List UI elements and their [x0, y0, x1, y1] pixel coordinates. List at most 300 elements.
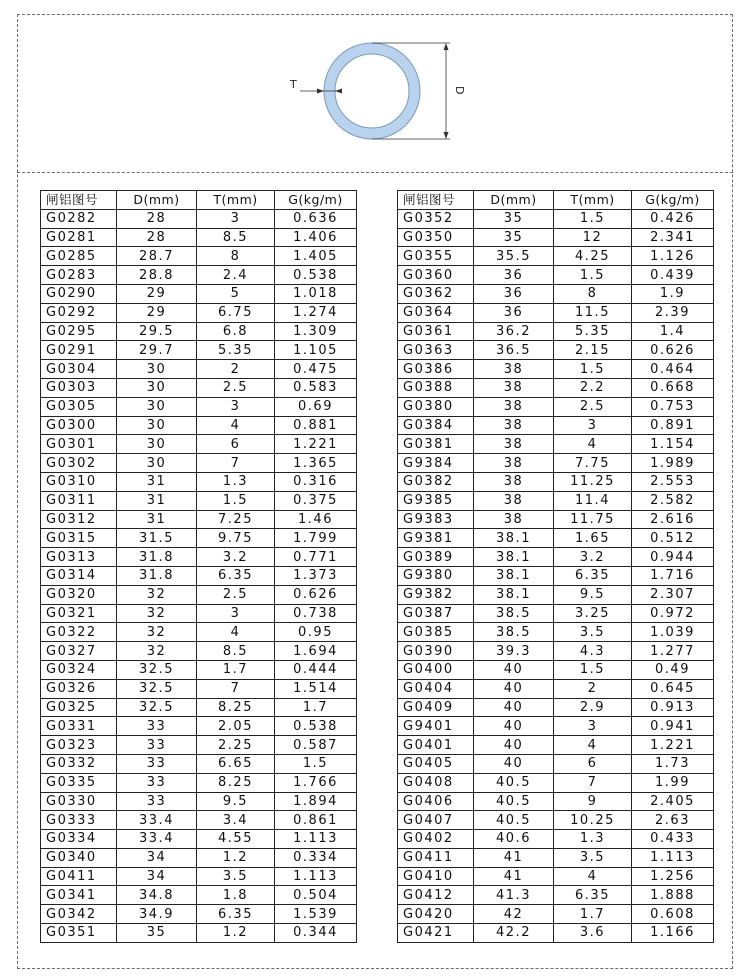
- table-header-row: [398, 191, 714, 210]
- cell-part-number: G0320: [41, 585, 117, 604]
- cell-wall-thickness: 1.3: [197, 472, 275, 491]
- cell-outer-diameter: 33: [117, 717, 197, 736]
- cell-part-number: G9381: [398, 529, 474, 548]
- cell-weight: 0.49: [632, 660, 714, 679]
- cell-part-number: G0322: [41, 623, 117, 642]
- table-row: [41, 924, 357, 943]
- cell-weight: 2.582: [632, 491, 714, 510]
- spec-table-left-body: [41, 209, 357, 942]
- table-row: [41, 247, 357, 266]
- cell-part-number: G0310: [41, 472, 117, 491]
- cell-weight: 0.587: [275, 736, 357, 755]
- cell-wall-thickness: 1.5: [554, 209, 632, 228]
- cell-part-number: G0420: [398, 905, 474, 924]
- cell-part-number: G0411: [41, 867, 117, 886]
- t-label: T: [290, 78, 297, 91]
- cell-outer-diameter: 28: [117, 209, 197, 228]
- header-part-number: 闸铝图号: [41, 191, 117, 210]
- cell-weight: 1.4: [632, 322, 714, 341]
- cell-part-number: G0282: [41, 209, 117, 228]
- cell-weight: 0.439: [632, 266, 714, 285]
- cell-outer-diameter: 38.1: [474, 548, 554, 567]
- table-row: [41, 303, 357, 322]
- spec-table-right-body: [398, 209, 714, 942]
- cell-part-number: G0412: [398, 886, 474, 905]
- cell-weight: 0.972: [632, 604, 714, 623]
- cell-wall-thickness: 9.75: [197, 529, 275, 548]
- cell-outer-diameter: 31.8: [117, 548, 197, 567]
- cell-part-number: G0401: [398, 736, 474, 755]
- cell-part-number: G0291: [41, 341, 117, 360]
- cell-outer-diameter: 30: [117, 397, 197, 416]
- cell-part-number: G0402: [398, 830, 474, 849]
- cell-wall-thickness: 2.4: [197, 266, 275, 285]
- table-row: [398, 397, 714, 416]
- cell-outer-diameter: 38: [474, 416, 554, 435]
- table-row: [41, 491, 357, 510]
- cell-wall-thickness: 1.5: [554, 266, 632, 285]
- cell-part-number: G0360: [398, 266, 474, 285]
- table-row: [41, 717, 357, 736]
- cell-outer-diameter: 40: [474, 717, 554, 736]
- cell-weight: 1.46: [275, 510, 357, 529]
- cell-outer-diameter: 40.6: [474, 830, 554, 849]
- cell-weight: 0.944: [632, 548, 714, 567]
- table-row: [398, 378, 714, 397]
- cell-outer-diameter: 35: [474, 209, 554, 228]
- table-row: [41, 209, 357, 228]
- cell-outer-diameter: 32: [117, 623, 197, 642]
- table-row: [398, 454, 714, 473]
- cell-weight: 2.341: [632, 228, 714, 247]
- table-row: [41, 848, 357, 867]
- cell-outer-diameter: 35: [117, 924, 197, 943]
- d-arrow-top: [444, 43, 449, 50]
- cell-wall-thickness: 2.5: [554, 397, 632, 416]
- cell-outer-diameter: 38: [474, 378, 554, 397]
- cell-weight: 1.274: [275, 303, 357, 322]
- cell-wall-thickness: 2.15: [554, 341, 632, 360]
- table-row: [41, 679, 357, 698]
- cell-outer-diameter: 35.5: [474, 247, 554, 266]
- cell-weight: 1.309: [275, 322, 357, 341]
- cell-outer-diameter: 29.5: [117, 322, 197, 341]
- cell-wall-thickness: 8.25: [197, 773, 275, 792]
- cell-weight: 0.433: [632, 830, 714, 849]
- cell-wall-thickness: 9.5: [197, 792, 275, 811]
- cell-outer-diameter: 33: [117, 773, 197, 792]
- cell-part-number: G0390: [398, 642, 474, 661]
- table-row: [41, 660, 357, 679]
- table-row: [41, 397, 357, 416]
- cell-weight: 0.913: [632, 698, 714, 717]
- cell-wall-thickness: 7.75: [554, 454, 632, 473]
- cell-part-number: G0332: [41, 754, 117, 773]
- cell-wall-thickness: 11.4: [554, 491, 632, 510]
- table-row: [41, 228, 357, 247]
- cell-weight: 0.645: [632, 679, 714, 698]
- table-row: [398, 623, 714, 642]
- cell-wall-thickness: 11.25: [554, 472, 632, 491]
- cell-weight: 0.608: [632, 905, 714, 924]
- cell-outer-diameter: 32.5: [117, 660, 197, 679]
- cell-outer-diameter: 30: [117, 454, 197, 473]
- table-row: [398, 491, 714, 510]
- cell-wall-thickness: 6: [197, 435, 275, 454]
- cell-wall-thickness: 3.5: [554, 623, 632, 642]
- cell-weight: 0.583: [275, 378, 357, 397]
- cell-outer-diameter: 31: [117, 472, 197, 491]
- cell-part-number: G0342: [41, 905, 117, 924]
- cell-weight: 1.766: [275, 773, 357, 792]
- cell-wall-thickness: 4.3: [554, 642, 632, 661]
- cell-outer-diameter: 34: [117, 848, 197, 867]
- header-part-number: 闸铝图号: [398, 191, 474, 210]
- cell-wall-thickness: 2.9: [554, 698, 632, 717]
- cell-wall-thickness: 6.35: [197, 905, 275, 924]
- cell-wall-thickness: 8.5: [197, 642, 275, 661]
- cell-weight: 0.344: [275, 924, 357, 943]
- cell-part-number: G0421: [398, 924, 474, 943]
- cell-part-number: G0404: [398, 679, 474, 698]
- cell-wall-thickness: 4.25: [554, 247, 632, 266]
- cell-wall-thickness: 3.4: [197, 811, 275, 830]
- cell-weight: 1.039: [632, 623, 714, 642]
- cell-outer-diameter: 40.5: [474, 792, 554, 811]
- table-row: [41, 698, 357, 717]
- cell-part-number: G9382: [398, 585, 474, 604]
- cell-weight: 1.9: [632, 284, 714, 303]
- table-row: [398, 848, 714, 867]
- cell-weight: 1.113: [275, 867, 357, 886]
- cell-wall-thickness: 6.8: [197, 322, 275, 341]
- cell-part-number: G0340: [41, 848, 117, 867]
- cell-part-number: G0290: [41, 284, 117, 303]
- table-row: [41, 830, 357, 849]
- cell-part-number: G0334: [41, 830, 117, 849]
- cell-outer-diameter: 33.4: [117, 811, 197, 830]
- cell-wall-thickness: 6.65: [197, 754, 275, 773]
- cell-wall-thickness: 1.7: [554, 905, 632, 924]
- cell-part-number: G0351: [41, 924, 117, 943]
- header-wall-thickness: T(mm): [197, 191, 275, 210]
- cell-part-number: G0312: [41, 510, 117, 529]
- cell-weight: 0.538: [275, 266, 357, 285]
- cell-wall-thickness: 1.5: [554, 360, 632, 379]
- cell-wall-thickness: 7: [197, 679, 275, 698]
- cell-wall-thickness: 2.5: [197, 585, 275, 604]
- cell-part-number: G0406: [398, 792, 474, 811]
- cell-weight: 0.512: [632, 529, 714, 548]
- cell-outer-diameter: 40.5: [474, 773, 554, 792]
- cell-weight: 1.221: [632, 736, 714, 755]
- table-row: [398, 604, 714, 623]
- cell-outer-diameter: 31: [117, 510, 197, 529]
- cell-part-number: G0301: [41, 435, 117, 454]
- cell-wall-thickness: 7: [554, 773, 632, 792]
- cell-outer-diameter: 38.1: [474, 566, 554, 585]
- cell-part-number: G0405: [398, 754, 474, 773]
- cell-outer-diameter: 36.5: [474, 341, 554, 360]
- cell-weight: 0.538: [275, 717, 357, 736]
- cell-part-number: G0300: [41, 416, 117, 435]
- cell-weight: 1.166: [632, 924, 714, 943]
- cell-part-number: G0388: [398, 378, 474, 397]
- cell-outer-diameter: 38.5: [474, 623, 554, 642]
- cell-outer-diameter: 34.9: [117, 905, 197, 924]
- table-row: [398, 209, 714, 228]
- cell-weight: 1.126: [632, 247, 714, 266]
- cell-outer-diameter: 33.4: [117, 830, 197, 849]
- cell-outer-diameter: 28: [117, 228, 197, 247]
- cell-part-number: G9380: [398, 566, 474, 585]
- table-row: [41, 905, 357, 924]
- d-arrow-bottom: [444, 132, 449, 139]
- cell-weight: 0.753: [632, 397, 714, 416]
- cell-part-number: G0361: [398, 322, 474, 341]
- cell-weight: 1.716: [632, 566, 714, 585]
- table-row: [41, 585, 357, 604]
- table-row: [398, 247, 714, 266]
- table-row: [398, 679, 714, 698]
- cell-part-number: G0410: [398, 867, 474, 886]
- cell-outer-diameter: 40: [474, 679, 554, 698]
- cell-weight: 0.881: [275, 416, 357, 435]
- table-row: [398, 660, 714, 679]
- cell-wall-thickness: 3: [554, 416, 632, 435]
- cell-weight: 0.69: [275, 397, 357, 416]
- cell-part-number: G0305: [41, 397, 117, 416]
- cell-weight: 0.941: [632, 717, 714, 736]
- table-row: [398, 642, 714, 661]
- cell-wall-thickness: 5.35: [554, 322, 632, 341]
- table-row: [398, 867, 714, 886]
- cell-part-number: G0323: [41, 736, 117, 755]
- cell-outer-diameter: 35: [474, 228, 554, 247]
- table-row: [398, 773, 714, 792]
- cell-weight: 1.539: [275, 905, 357, 924]
- cell-part-number: G0292: [41, 303, 117, 322]
- cell-wall-thickness: 9: [554, 792, 632, 811]
- cell-wall-thickness: 2: [197, 360, 275, 379]
- d-label: D: [453, 86, 466, 95]
- cell-outer-diameter: 38: [474, 491, 554, 510]
- cell-outer-diameter: 34.8: [117, 886, 197, 905]
- cell-part-number: G0326: [41, 679, 117, 698]
- cell-part-number: G0407: [398, 811, 474, 830]
- cell-part-number: G0303: [41, 378, 117, 397]
- cell-weight: 0.334: [275, 848, 357, 867]
- table-row: [398, 698, 714, 717]
- cell-weight: 0.444: [275, 660, 357, 679]
- cell-part-number: G0285: [41, 247, 117, 266]
- cell-part-number: G0327: [41, 642, 117, 661]
- table-row: [398, 717, 714, 736]
- cell-outer-diameter: 30: [117, 416, 197, 435]
- table-row: [398, 510, 714, 529]
- cell-part-number: G0281: [41, 228, 117, 247]
- cell-weight: 1.105: [275, 341, 357, 360]
- cell-part-number: G0311: [41, 491, 117, 510]
- cell-weight: 2.39: [632, 303, 714, 322]
- cell-wall-thickness: 2.25: [197, 736, 275, 755]
- cell-wall-thickness: 4.55: [197, 830, 275, 849]
- cell-outer-diameter: 38.5: [474, 604, 554, 623]
- cell-outer-diameter: 34: [117, 867, 197, 886]
- cell-outer-diameter: 38: [474, 397, 554, 416]
- cell-wall-thickness: 8: [197, 247, 275, 266]
- cell-part-number: G0325: [41, 698, 117, 717]
- cell-outer-diameter: 40: [474, 660, 554, 679]
- t-arrow-left: [317, 89, 324, 94]
- cell-weight: 1.277: [632, 642, 714, 661]
- cell-part-number: G0386: [398, 360, 474, 379]
- table-row: [398, 472, 714, 491]
- cell-outer-diameter: 40: [474, 698, 554, 717]
- table-row: [398, 886, 714, 905]
- cell-wall-thickness: 4: [197, 416, 275, 435]
- cell-outer-diameter: 30: [117, 435, 197, 454]
- cell-wall-thickness: 9.5: [554, 585, 632, 604]
- cell-weight: 0.475: [275, 360, 357, 379]
- cell-outer-diameter: 32.5: [117, 698, 197, 717]
- cell-outer-diameter: 31: [117, 491, 197, 510]
- cell-part-number: G9385: [398, 491, 474, 510]
- cell-wall-thickness: 5.35: [197, 341, 275, 360]
- cell-outer-diameter: 29: [117, 303, 197, 322]
- table-row: [41, 529, 357, 548]
- cell-part-number: G0335: [41, 773, 117, 792]
- cell-wall-thickness: 1.65: [554, 529, 632, 548]
- cell-part-number: G0304: [41, 360, 117, 379]
- cell-wall-thickness: 3.5: [554, 848, 632, 867]
- cell-weight: 0.316: [275, 472, 357, 491]
- cell-weight: 1.99: [632, 773, 714, 792]
- cell-wall-thickness: 6.35: [554, 566, 632, 585]
- cell-weight: 1.256: [632, 867, 714, 886]
- cell-outer-diameter: 41: [474, 867, 554, 886]
- cell-wall-thickness: 3.25: [554, 604, 632, 623]
- cell-outer-diameter: 38: [474, 435, 554, 454]
- cell-part-number: G0400: [398, 660, 474, 679]
- table-row: [398, 360, 714, 379]
- cell-part-number: G0295: [41, 322, 117, 341]
- cell-outer-diameter: 38.1: [474, 585, 554, 604]
- table-header-row: [41, 191, 357, 210]
- cell-part-number: G0283: [41, 266, 117, 285]
- table-row: [398, 830, 714, 849]
- cell-outer-diameter: 38: [474, 454, 554, 473]
- cell-wall-thickness: 4: [197, 623, 275, 642]
- cell-part-number: G0321: [41, 604, 117, 623]
- cell-outer-diameter: 32: [117, 585, 197, 604]
- cell-weight: 0.668: [632, 378, 714, 397]
- cell-wall-thickness: 8.25: [197, 698, 275, 717]
- header-outer-diameter: D(mm): [117, 191, 197, 210]
- table-row: [41, 378, 357, 397]
- cell-weight: 0.626: [632, 341, 714, 360]
- cell-wall-thickness: 2.05: [197, 717, 275, 736]
- cell-wall-thickness: 8: [554, 284, 632, 303]
- cell-outer-diameter: 32: [117, 604, 197, 623]
- cell-part-number: G0355: [398, 247, 474, 266]
- cell-wall-thickness: 1.5: [554, 660, 632, 679]
- cell-wall-thickness: 2.2: [554, 378, 632, 397]
- table-row: [41, 736, 357, 755]
- cell-outer-diameter: 33: [117, 736, 197, 755]
- cell-weight: 1.113: [275, 830, 357, 849]
- cell-wall-thickness: 3.2: [554, 548, 632, 567]
- cell-outer-diameter: 40: [474, 754, 554, 773]
- cell-wall-thickness: 3.6: [554, 924, 632, 943]
- table-row: [41, 566, 357, 585]
- cell-outer-diameter: 29.7: [117, 341, 197, 360]
- cell-part-number: G9384: [398, 454, 474, 473]
- table-row: [398, 435, 714, 454]
- cell-weight: 1.989: [632, 454, 714, 473]
- cell-wall-thickness: 3: [197, 604, 275, 623]
- cell-weight: 2.405: [632, 792, 714, 811]
- cell-wall-thickness: 1.2: [197, 924, 275, 943]
- cell-wall-thickness: 2.5: [197, 378, 275, 397]
- cell-wall-thickness: 8.5: [197, 228, 275, 247]
- table-row: [41, 811, 357, 830]
- cell-wall-thickness: 4: [554, 867, 632, 886]
- cell-weight: 1.694: [275, 642, 357, 661]
- cell-outer-diameter: 38: [474, 510, 554, 529]
- cell-weight: 1.154: [632, 435, 714, 454]
- table-row: [398, 924, 714, 943]
- table-row: [41, 360, 357, 379]
- header-wall-thickness: T(mm): [554, 191, 632, 210]
- cell-part-number: G9401: [398, 717, 474, 736]
- table-row: [41, 623, 357, 642]
- cell-part-number: G9383: [398, 510, 474, 529]
- spec-table-right: [397, 190, 714, 943]
- table-row: [398, 736, 714, 755]
- cell-wall-thickness: 1.2: [197, 848, 275, 867]
- tube-inner-circle: [335, 54, 409, 128]
- table-row: [398, 341, 714, 360]
- cell-weight: 0.95: [275, 623, 357, 642]
- cell-weight: 2.307: [632, 585, 714, 604]
- table-row: [398, 548, 714, 567]
- cell-outer-diameter: 42.2: [474, 924, 554, 943]
- table-row: [41, 510, 357, 529]
- table-row: [41, 773, 357, 792]
- cell-part-number: G0315: [41, 529, 117, 548]
- cell-part-number: G0302: [41, 454, 117, 473]
- cell-outer-diameter: 33: [117, 792, 197, 811]
- cell-weight: 1.894: [275, 792, 357, 811]
- cell-outer-diameter: 41: [474, 848, 554, 867]
- table-row: [398, 266, 714, 285]
- table-row: [41, 642, 357, 661]
- cell-wall-thickness: 1.5: [197, 491, 275, 510]
- cell-wall-thickness: 11.5: [554, 303, 632, 322]
- cell-wall-thickness: 3: [197, 397, 275, 416]
- cell-weight: 0.504: [275, 886, 357, 905]
- cell-outer-diameter: 28.7: [117, 247, 197, 266]
- cell-weight: 1.73: [632, 754, 714, 773]
- cell-part-number: G0382: [398, 472, 474, 491]
- cell-weight: 0.464: [632, 360, 714, 379]
- header-weight: G(kg/m): [632, 191, 714, 210]
- cell-part-number: G0363: [398, 341, 474, 360]
- cell-weight: 2.63: [632, 811, 714, 830]
- cell-outer-diameter: 32: [117, 642, 197, 661]
- cell-wall-thickness: 1.3: [554, 830, 632, 849]
